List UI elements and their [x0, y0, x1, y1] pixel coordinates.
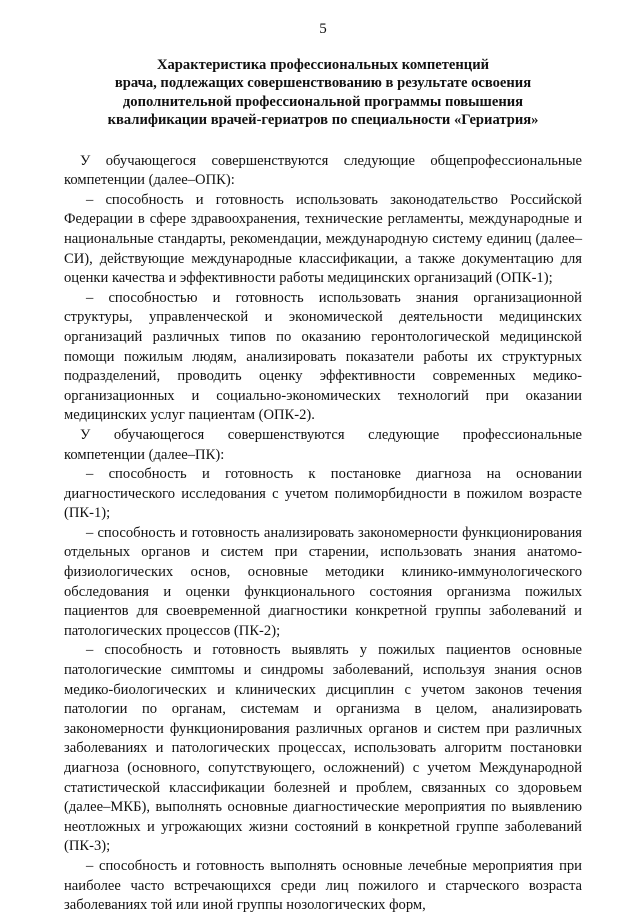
pk-item: – способность и готовность анализировать закономерности функционирования отдельных органов и систем при старении, использовать знания анатомо-физиологических основ, основные методики клинико-иммунологического обследования и оценки функционального состояния организма пожилых пациентов для своевременной диагностики конкретной группы заболеваний и патологических процессов (ПК-2);: [64, 524, 582, 639]
page-number: 5: [319, 21, 327, 37]
title-line: дополнительной профессиональной программы повышения: [122, 93, 524, 110]
pk-item: – способность и готовность выявлять у пожилых пациентов основные патологические симптомы и синдромы заболеваний, используя знания основ медико-биологических и клинических дисциплин с учетом законов течения патологии по органам, системам и организма в целом, анализировать закономерности функционирования различных органов и систем при различных заболеваниях и патологических процессах, использовать алгоритм постановки диагноза (основного, сопутствующего, осложнений) с учетом Международной статистической классификации болезней и проблем, связанных со здоровьем (далее–МКБ), выполнять основные диагностические мероприятия по выявлению неотложных и угрожающих жизни состояний в конкретной группе заболеваний (ПК-3);: [64, 642, 582, 855]
opk-item: – способностью и готовность использовать знания организационной структуры, управленческой и экономической деятельности медицинских организаций различных типов по оказанию геронтологической медицинской помощи пожилым людям, анализировать показатели работы их структурных подразделений, проводить оценку эффективности современных медико-организационных и социально-экономических технологий при оказании медицинских услуг пациентам (ОПК-2).: [64, 289, 582, 424]
title-line: квалификации врачей-гериатров по специальности «Гериатрия»: [107, 112, 539, 129]
pk-item: – способность и готовность выполнять основные лечебные мероприятия при наиболее часто встречающихся среди лиц пожилого и старческого возраста заболеваниях той или иной группы нозологических форм,: [64, 857, 582, 914]
pk-intro: У обучающегося совершенствуются следующие профессиональные компетенции (далее–ПК):: [64, 426, 582, 463]
section-title: [64, 56, 582, 130]
title-line: врача, подлежащих совершенствованию в результате освоения: [114, 75, 532, 92]
title-line: Характеристика профессиональных компетенций: [156, 56, 490, 73]
pk-item: – способность и готовность к постановке диагноза на основании диагностического исследования с учетом полиморбидности в пожилом возрасте (ПК-1);: [64, 466, 582, 522]
opk-item: – способность и готовность использовать законодательство Российской Федерации в сфере здравоохранения, технические регламенты, международные и национальные стандарты, рекомендации, международную систему единиц (далее–СИ), действующие международные классификации, а также документацию для оценки качества и эффективности работы медицинских организаций (ОПК-1);: [64, 191, 582, 287]
opk-intro: У обучающегося совершенствуются следующие общепрофессиональные компетенции (далее–ОПК):: [64, 152, 582, 189]
